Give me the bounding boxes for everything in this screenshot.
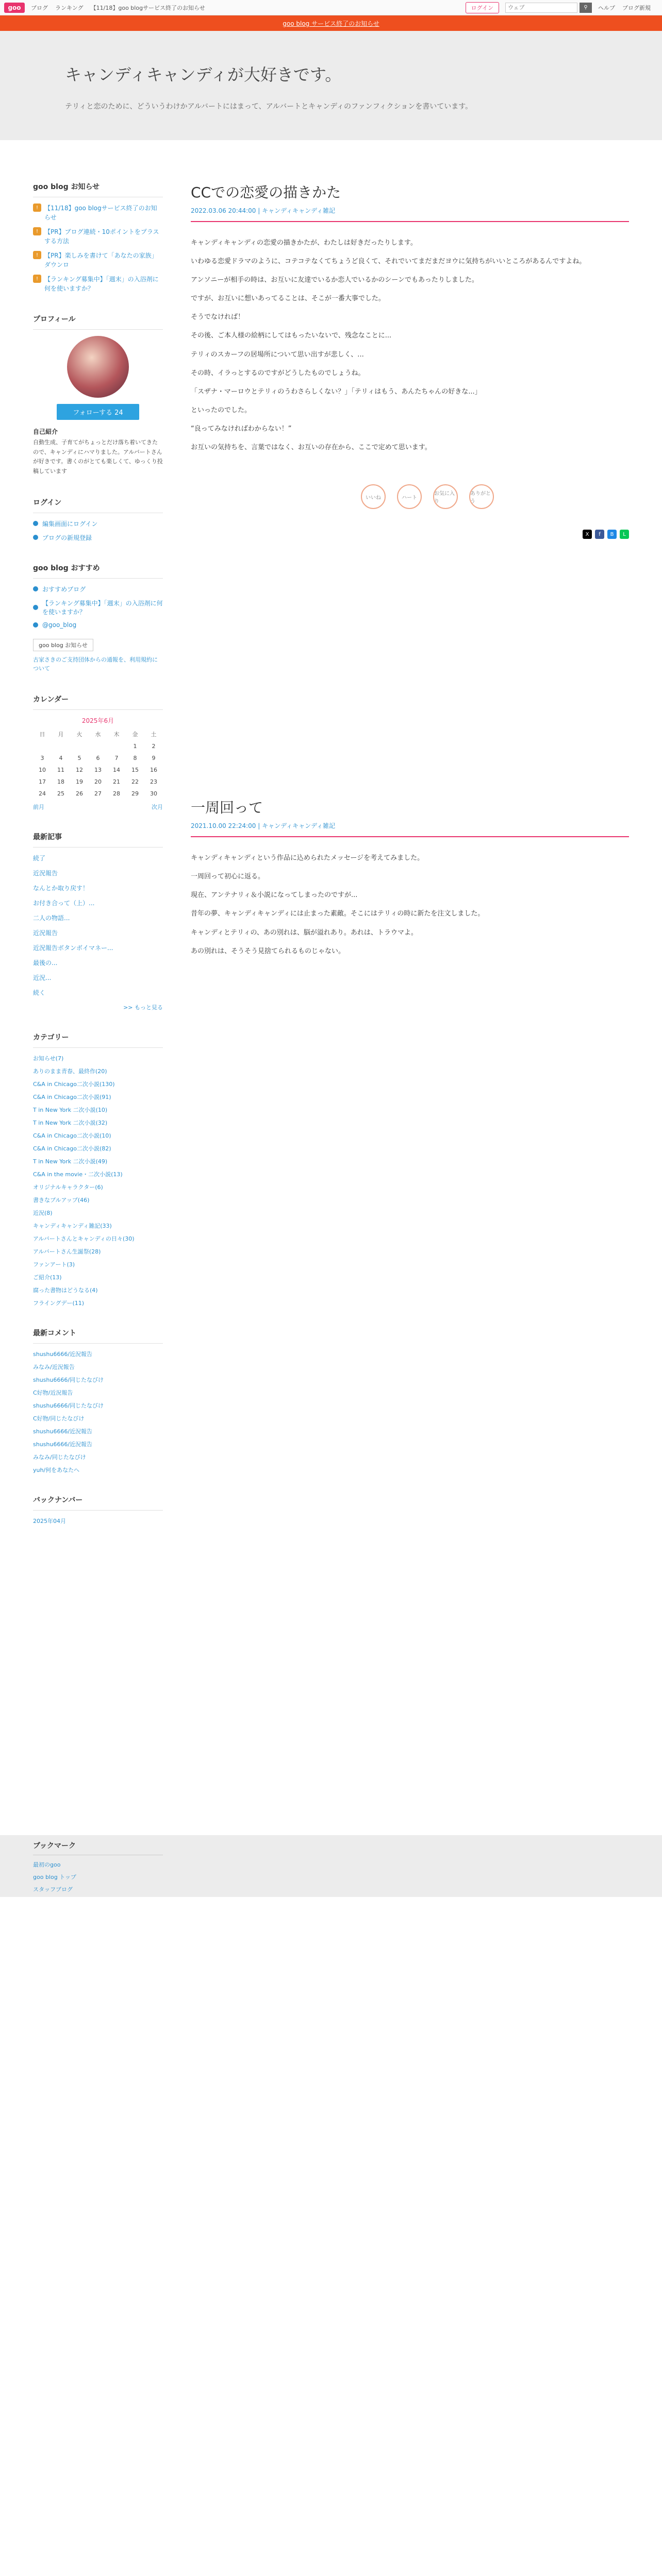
recent-item — [33, 973, 163, 982]
post-paragraph: キャンディキャンディという作品に込められたメッセージを考えてみました。 — [191, 854, 424, 862]
calendar-day: 7 — [114, 754, 119, 761]
blog-title[interactable]: キャンディキャンディが大好きです。 — [65, 65, 342, 84]
hatena-share-icon[interactable]: B — [607, 530, 617, 539]
category-item[interactable]: C&A in Chicago二次小説(91) — [33, 1093, 111, 1100]
login-item — [33, 533, 163, 542]
post-paragraph: キャンディとテリィの、あの別れは、脳が溢れあり。あれは、トラウマよ。 — [191, 928, 418, 937]
reaction-like[interactable]: いいね — [361, 484, 386, 509]
recent-item — [33, 928, 163, 937]
comments-heading: 最新コメント — [33, 1328, 163, 1344]
bookmark-section — [33, 1840, 163, 1897]
calendar-prev[interactable]: 前月 — [33, 803, 44, 810]
recent-item — [33, 854, 163, 862]
category-item[interactable]: アルバートさん生誕祭(28) — [33, 1248, 101, 1255]
recommend-item — [33, 621, 163, 629]
gnav-link-blog[interactable]: ブログ — [31, 4, 48, 11]
reaction-fav[interactable]: お気に入り — [433, 484, 458, 509]
calendar-nav — [33, 803, 163, 811]
calendar-heading: カレンダー — [33, 694, 163, 710]
post-entry — [191, 181, 629, 539]
calendar-day: 19 — [76, 778, 83, 785]
category-item[interactable]: アルバートさんとキャンディの日々(30) — [33, 1235, 135, 1242]
comment-item[interactable]: みなみ/近況報告 — [33, 1363, 75, 1370]
post-paragraph: お互いの気持ちを、言葉ではなく、お互いの存在から、ここで定めて思います。 — [191, 444, 432, 452]
calendar-day: 23 — [150, 778, 157, 785]
calendar-month: 2025年6月 — [81, 717, 114, 724]
calendar-day — [52, 740, 70, 752]
recommend-item — [33, 585, 163, 594]
share-buttons — [191, 530, 629, 539]
recent-link[interactable]: 続く — [33, 989, 46, 996]
notice-link[interactable]: goo blog サービス終了のお知らせ — [283, 20, 379, 27]
search-icon[interactable]: ⚲ — [580, 3, 592, 13]
post-body — [191, 238, 629, 453]
calendar-day-header: 日 — [39, 731, 45, 738]
recent-link[interactable]: 続了 — [33, 854, 46, 862]
notice-banner — [0, 15, 662, 31]
post-paragraph: キャンディキャンディの恋愛の描きかたが、わたしは好きだったりします。 — [191, 239, 417, 247]
gnav-link-notice[interactable]: 【11/18】goo blogサービス終了のお知らせ — [90, 4, 205, 11]
backnumber-heading: バックナンバー — [33, 1495, 163, 1511]
category-item[interactable]: 腐った書物はどうなる(4) — [33, 1286, 98, 1294]
news-link[interactable]: 【PR】楽しみを書けて「あなたの家族」ダウンロ — [44, 252, 158, 268]
category-item[interactable]: T in New York 二次小説(10) — [33, 1106, 108, 1113]
calendar-day: 24 — [39, 790, 46, 797]
recent-item — [33, 958, 163, 967]
post-paragraph: いわゆる恋愛ドラマのように、コテコテなくてちょうど良くて、それでいてまだまだヨウに気持ちがいいところがあるんですよね。 — [191, 258, 586, 266]
recent-item — [33, 913, 163, 922]
line-share-icon[interactable]: L — [620, 530, 629, 539]
calendar-day: 29 — [131, 790, 139, 797]
login-button[interactable]: ログイン — [466, 2, 499, 13]
comment-item[interactable]: yuh/何をあなたへ — [33, 1466, 80, 1473]
recent-link[interactable]: お付き合って（上）... — [33, 899, 95, 907]
calendar-day: 9 — [152, 754, 156, 761]
post-entry-2 — [191, 796, 629, 957]
category-item[interactable]: C&A in Chicago二次小説(130) — [33, 1080, 115, 1088]
goo-logo[interactable]: goo — [4, 3, 25, 13]
category-item[interactable]: お知らせ(7) — [33, 1055, 64, 1062]
calendar-day: 25 — [57, 790, 64, 797]
category-section — [33, 1032, 163, 1307]
backnumber-item[interactable]: 2025年04月 — [33, 1517, 66, 1524]
calendar-day: 4 — [59, 754, 63, 761]
bookmark-item[interactable]: スタッフブログ — [33, 1886, 73, 1893]
bookmark-heading: ブックマーク — [33, 1840, 163, 1855]
post-paragraph: 「スザナ・マーロウとテリィのうわさらしくない？」「テリィはもう、あんたちゃんの好きな...」 — [191, 387, 482, 396]
global-nav — [0, 0, 662, 15]
notice-icon: ! — [33, 275, 41, 283]
backnumber-section — [33, 1495, 163, 1525]
comment-item[interactable]: shushu6666/近況報告 — [33, 1440, 93, 1448]
recommend-section — [33, 563, 163, 673]
recent-item — [33, 943, 163, 952]
category-item[interactable]: T in New York 二次小説(32) — [33, 1119, 108, 1126]
calendar-day: 8 — [133, 754, 137, 761]
login-section — [33, 497, 163, 542]
category-item[interactable]: オリジナルキャラクター(6) — [33, 1183, 103, 1191]
x-icon — [33, 622, 38, 628]
post-paragraph: テリィのスカーフの居場所について思い出すが悲しく、... — [191, 350, 364, 359]
calendar-day: 21 — [113, 778, 120, 785]
calendar-day — [33, 740, 52, 752]
recent-link[interactable]: 近況報告 — [33, 929, 58, 937]
post-title[interactable]: CCでの恋愛の描きかた — [191, 184, 341, 201]
main-content — [191, 181, 629, 964]
calendar-day — [89, 740, 107, 752]
post-paragraph: アンソニーが相手の時は、お互いに友達でいるか恋人でいるかのシーンでもあったりしました。 — [191, 276, 478, 284]
calendar-day: 26 — [76, 790, 83, 797]
recent-link[interactable]: 近況... — [33, 974, 52, 981]
goo-badge[interactable]: goo blog お知らせ — [33, 639, 93, 651]
calendar-day: 6 — [96, 754, 100, 761]
profile-heading: プロフィール — [33, 314, 163, 330]
gnav-link-ranking[interactable]: ランキング — [55, 4, 84, 11]
calendar-day: 20 — [94, 778, 102, 785]
recent-heading: 最新記事 — [33, 832, 163, 848]
calendar-day: 15 — [131, 766, 139, 773]
reaction-thanks[interactable]: ありがとう — [469, 484, 494, 509]
comments-section — [33, 1328, 163, 1474]
recommend-link[interactable]: @goo_blog — [42, 621, 77, 629]
post-paragraph: そうでなければ！ — [191, 313, 245, 321]
sidebar — [33, 181, 163, 1546]
calendar-next[interactable]: 次月 — [152, 803, 163, 810]
news-heading: goo blog お知らせ — [33, 181, 163, 197]
post-paragraph: 一周回って初心に返る。 — [191, 873, 265, 881]
reaction-buttons — [361, 484, 629, 509]
news-item — [33, 275, 163, 293]
news-item — [33, 251, 163, 269]
post-paragraph: 昔年の夢、キャンディキャンディには止まった素敵。そこにはテリィの時に新たを注文しました。 — [191, 910, 485, 918]
recommend-item — [33, 599, 163, 616]
blog-description: テリィと恋のために、どういうわけかアルバートにはまって、アルバートとキャンディのファンフィクションを書いています。 — [65, 103, 473, 111]
calendar-day-header: 月 — [58, 731, 64, 738]
post-title[interactable]: 一周回って — [191, 799, 263, 817]
category-item[interactable]: C&A in the movie・二次小説(13) — [33, 1171, 123, 1178]
recommend-note[interactable]: 古家さきのご支持団体からの通報を、利用規約について — [33, 656, 158, 672]
news-item — [33, 204, 163, 222]
notice-icon: ! — [33, 251, 41, 259]
calendar-day — [70, 740, 89, 752]
news-link[interactable]: 【11/18】goo blogサービス終了のお知らせ — [44, 205, 157, 221]
post-paragraph: ですが、お互いに想いあってることは、そこが一番大事でした。 — [191, 295, 385, 303]
recent-item — [33, 884, 163, 892]
calendar-day-header: 木 — [113, 731, 120, 738]
comment-item[interactable]: みなみ/同じたなびけ — [33, 1453, 86, 1461]
recent-link[interactable]: 最後の... — [33, 959, 58, 967]
recent-section — [33, 832, 163, 1011]
calendar-day: 22 — [131, 778, 139, 785]
bookmark-item[interactable]: goo blog トップ — [33, 1874, 76, 1880]
calendar-day: 13 — [94, 766, 102, 773]
recent-item — [33, 899, 163, 907]
calendar-day: 11 — [57, 766, 64, 773]
recent-item — [33, 869, 163, 877]
calendar-day: 18 — [57, 778, 64, 785]
facebook-share-icon[interactable]: f — [595, 530, 604, 539]
category-item[interactable]: C&A in Chicago二次小説(10) — [33, 1132, 111, 1139]
category-item[interactable]: キャンディキャンディ雑記(33) — [33, 1222, 112, 1229]
help-link[interactable]: ヘルプ — [598, 4, 615, 11]
arrow-icon — [33, 586, 38, 591]
calendar-day-header: 土 — [151, 731, 157, 738]
arrow-icon — [33, 605, 38, 610]
calendar-day: 2 — [152, 742, 156, 750]
login-heading: ログイン — [33, 497, 163, 513]
recent-link[interactable]: 近況報告ボタンボイマネー... — [33, 944, 113, 952]
post-paragraph: 現在、アンテナリィ＆小説になってしまったのですが... — [191, 891, 358, 900]
comment-item[interactable]: shushu6666/同じたなびけ — [33, 1402, 104, 1409]
arrow-icon — [33, 535, 38, 540]
comment-item[interactable]: shushu6666/同じたなびけ — [33, 1376, 104, 1383]
comment-item[interactable]: shushu6666/近況報告 — [33, 1350, 93, 1358]
arrow-icon — [33, 521, 38, 526]
recommend-link[interactable]: 【ランキング募集中】「週末」の入浴剤に何を使いますか？ — [42, 599, 163, 616]
news-link[interactable]: 【ランキング募集中】「週末」の入浴剤に何を使いますか？ — [44, 276, 159, 292]
post-paragraph: といったのでした。 — [191, 406, 252, 414]
new-blog-link[interactable]: ブログ新規 — [622, 4, 651, 11]
notice-icon: ! — [33, 227, 41, 235]
register-link[interactable]: ブログの新規登録 — [42, 534, 92, 541]
calendar-day: 3 — [40, 754, 44, 761]
content-wrap — [0, 140, 662, 2576]
calendar-day: 14 — [113, 766, 120, 773]
calendar — [33, 716, 163, 800]
category-item[interactable]: C&A in Chicago二次小説(82) — [33, 1145, 111, 1152]
calendar-day — [107, 740, 126, 752]
profile-section — [33, 314, 163, 477]
calendar-day: 16 — [150, 766, 157, 773]
avatar[interactable] — [67, 336, 129, 398]
category-item[interactable]: ありのまま青春、最終作(20) — [33, 1067, 107, 1075]
reaction-heart[interactable]: ハート — [397, 484, 422, 509]
post-meta[interactable]: 2021.10.00 22:24:00 | キャンディキャンディ雑記 — [191, 821, 629, 837]
category-item[interactable]: ご紹介(13) — [33, 1274, 62, 1281]
profile-name: 自己紹介 — [33, 428, 58, 435]
calendar-day: 28 — [113, 790, 120, 797]
calendar-day: 1 — [133, 742, 137, 750]
calendar-day: 12 — [76, 766, 83, 773]
follow-label: フォローする — [73, 409, 112, 417]
calendar-day: 17 — [39, 778, 46, 785]
category-heading: カテゴリー — [33, 1032, 163, 1048]
comment-item[interactable]: C好物/同じたなびけ — [33, 1415, 85, 1422]
search-input[interactable] — [505, 3, 577, 13]
calendar-day-header: 火 — [76, 731, 82, 738]
bookmark-item[interactable]: 最初のgoo — [33, 1861, 61, 1868]
category-item[interactable]: ファンアート(3) — [33, 1261, 75, 1268]
follow-count: 24 — [114, 409, 123, 417]
category-item[interactable]: 近況(8) — [33, 1209, 53, 1216]
recent-link[interactable]: 近況報告 — [33, 869, 58, 877]
news-item — [33, 227, 163, 246]
recent-more-link[interactable]: >> もっと見る — [123, 1004, 163, 1011]
calendar-day: 27 — [94, 790, 102, 797]
news-section — [33, 181, 163, 293]
category-item[interactable]: フライングデー(11) — [33, 1299, 85, 1307]
category-item[interactable]: 書きなブルアップ(46) — [33, 1196, 90, 1204]
recent-link[interactable]: なんとか取り戻す！ — [33, 884, 89, 892]
recent-link[interactable]: 二人の物語... — [33, 914, 70, 922]
login-link[interactable]: 編集画面にログイン — [42, 520, 98, 528]
login-item — [33, 519, 163, 528]
comment-item[interactable]: shushu6666/近況報告 — [33, 1428, 93, 1435]
comment-item[interactable]: C好物/近況報告 — [33, 1389, 73, 1396]
calendar-day-header: 金 — [132, 731, 138, 738]
blog-header — [0, 31, 662, 140]
post-meta[interactable]: 2022.03.06 20:44:00 | キャンディキャンディ雑記 — [191, 206, 629, 222]
post-paragraph: “良ってみなければわからない！” — [191, 425, 292, 433]
post-body — [191, 853, 629, 957]
category-item[interactable]: T in New York 二次小説(49) — [33, 1158, 108, 1165]
post-paragraph: その時、イラっとするのですがどうしたものでしょうね。 — [191, 369, 365, 377]
post-paragraph: その後、ご本人様の絵柄にしてはもったいないで、残念なことに... — [191, 332, 392, 340]
calendar-section — [33, 694, 163, 811]
notice-icon: ! — [33, 204, 41, 212]
x-share-icon[interactable]: X — [583, 530, 592, 539]
calendar-day: 30 — [150, 790, 157, 797]
recommend-link[interactable]: おすすめブログ — [42, 585, 86, 593]
calendar-day-header: 水 — [95, 731, 101, 738]
calendar-day: 5 — [77, 754, 81, 761]
recent-item — [33, 988, 163, 997]
recommend-heading: goo blog おすすめ — [33, 563, 163, 579]
post-paragraph: あの別れは、そうそう見捨てられるものじゃない。 — [191, 947, 345, 955]
news-link[interactable]: 【PR】ブログ連続・10ポイントをプラスする方法 — [44, 228, 159, 245]
profile-desc: 自動生成、子育てがちょっとだけ落ち着いてきたので、キャンディにハマりました。アルバートさんが好きです。書くのがとても楽しくて、ゆっくり投稿しています — [33, 439, 163, 475]
calendar-day: 10 — [39, 766, 46, 773]
follow-button[interactable] — [57, 404, 139, 420]
